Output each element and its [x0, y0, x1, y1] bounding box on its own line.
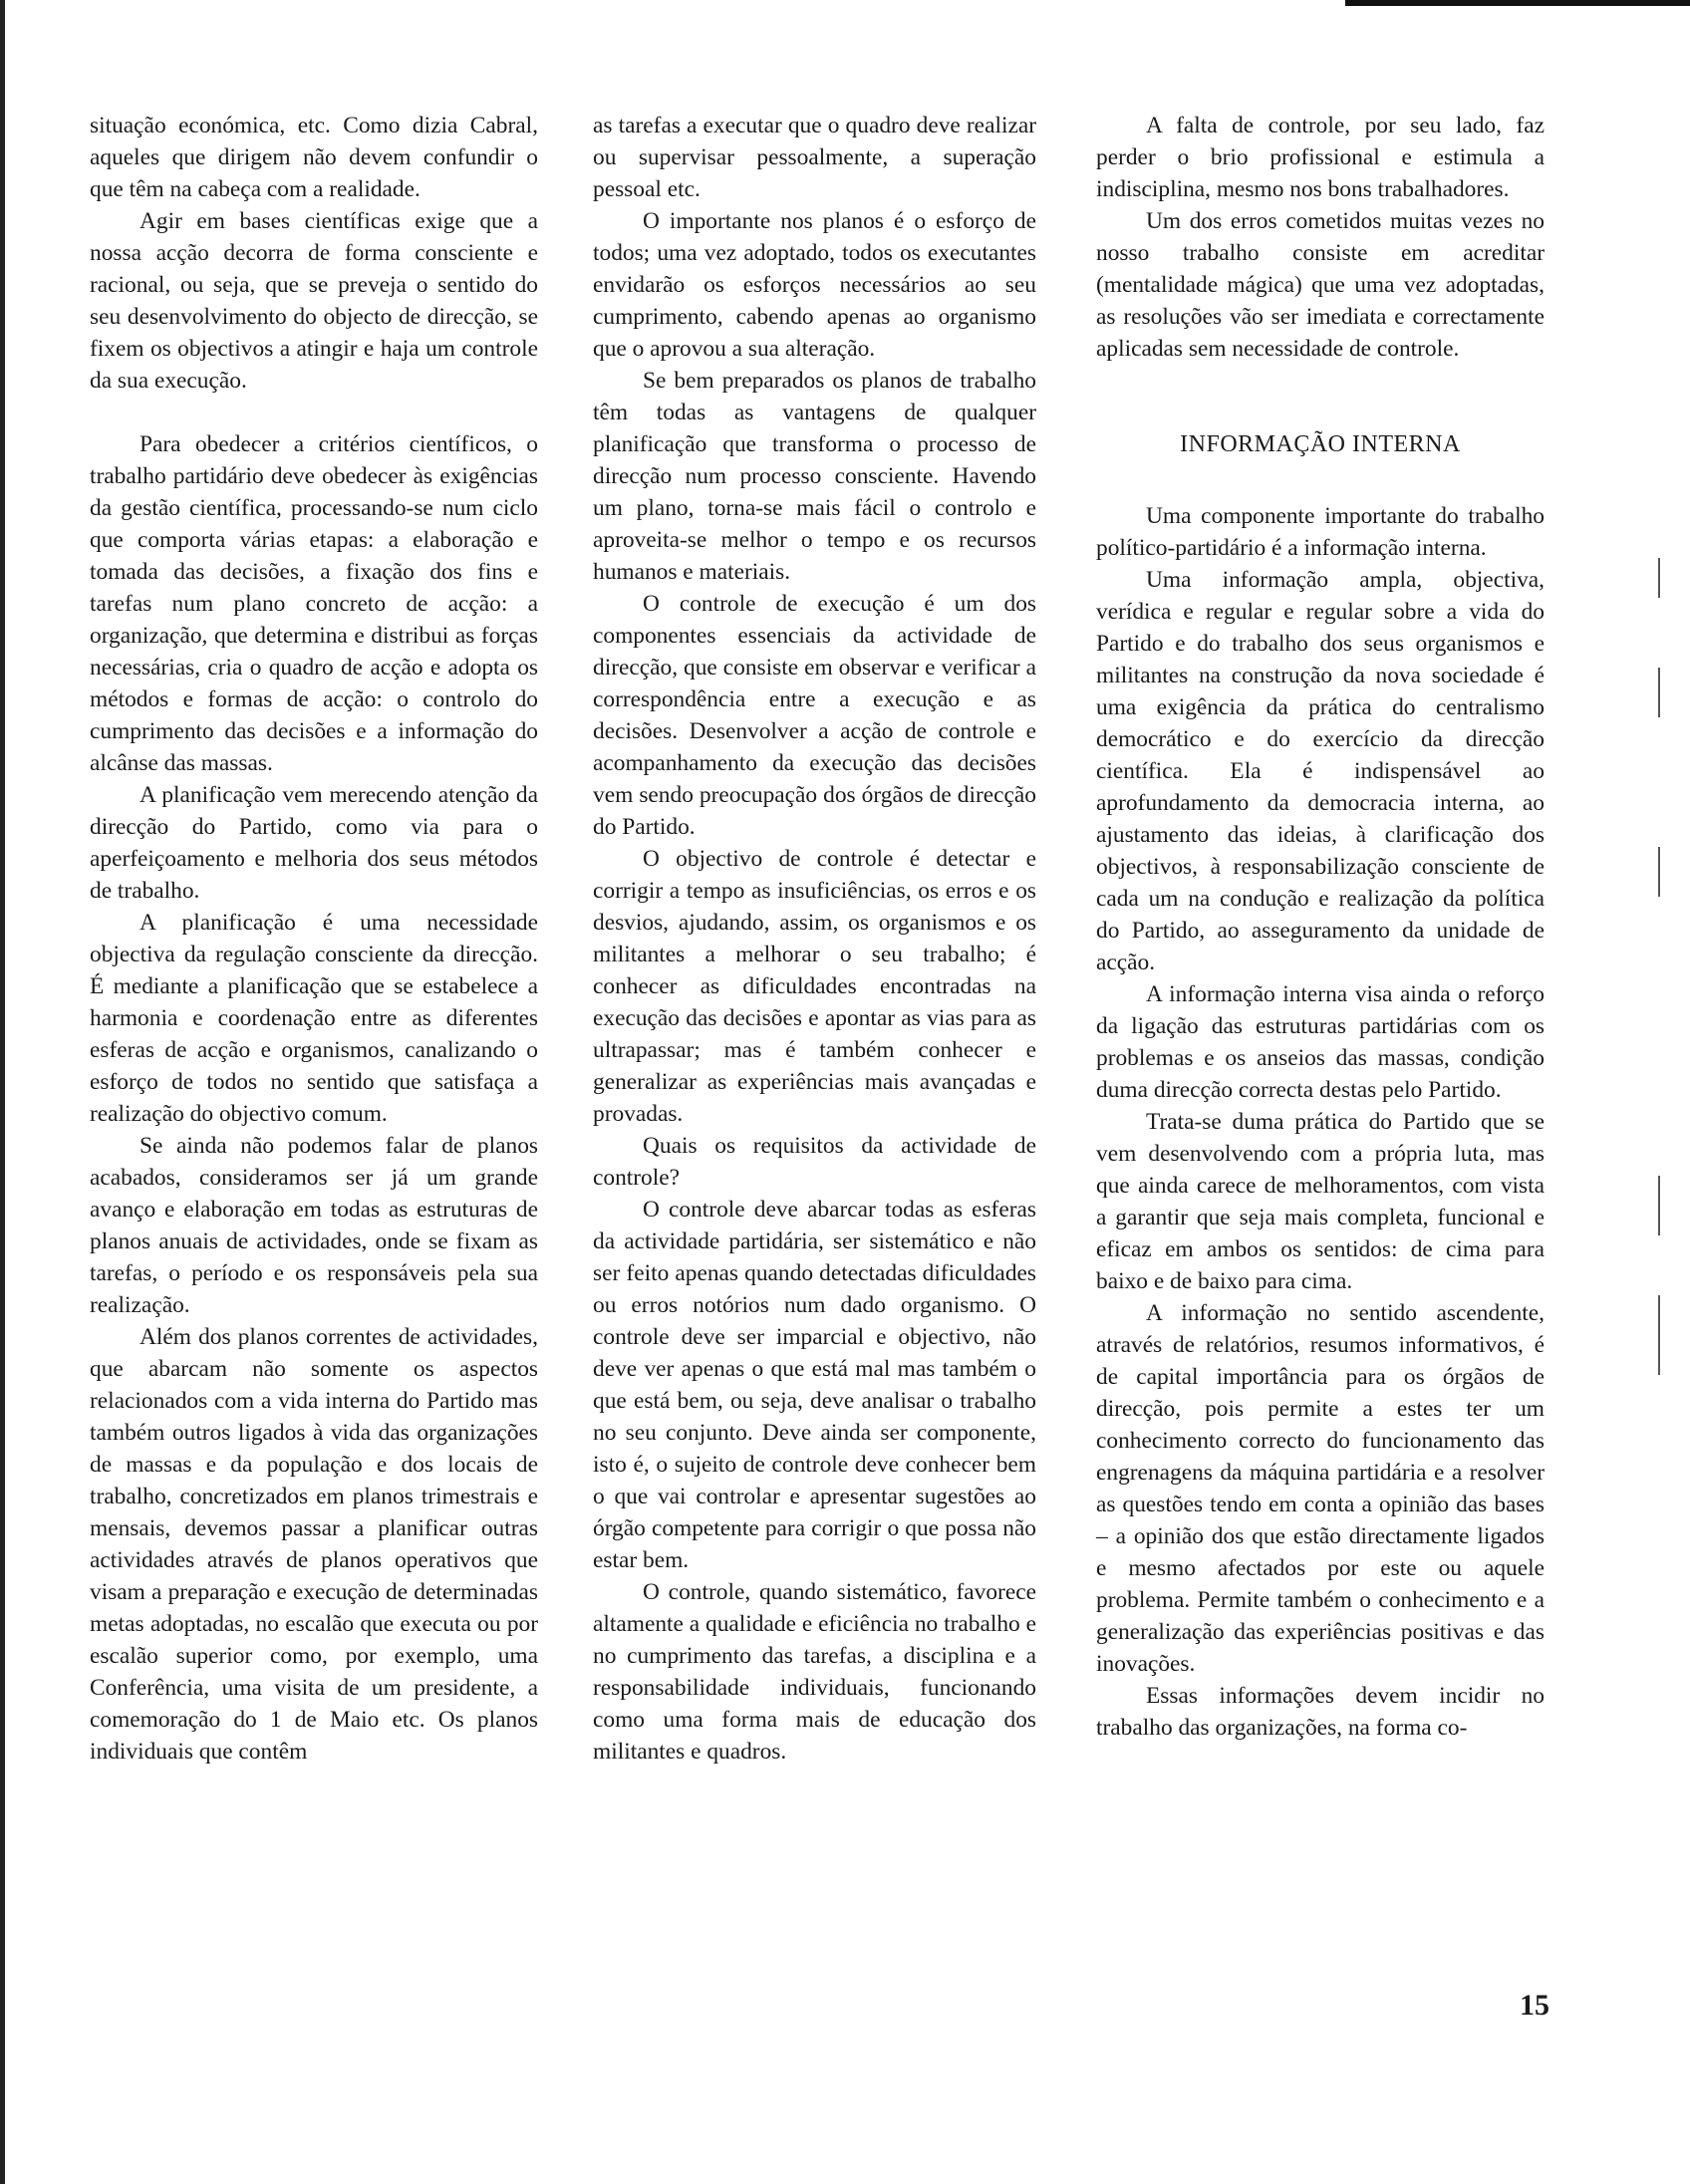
- paragraph: A planificação vem merecendo atenção da direcção do Partido, como via para o aperfeiçoamento e melhoria dos seus métodos de trabalho.: [90, 782, 538, 904]
- paragraph: Além dos planos correntes de actividades, que abarcam não somente os aspectos relacionados com a vida interna do Partido mas também outros ligados à vida das organizações de massas e da população e dos locais de trabalho, concretizados em planos trimestrais e mensais, devemos passar a planificar outras actividades através de planos operativos que visam a preparação e execução de determinadas metas adoptadas, no escalão que executa ou por escalão superior como, por exemplo, uma Conferência, uma visita de um presidente, a comemoração do 1 de Maio etc. Os planos individuais que contêm: [90, 1324, 538, 1765]
- paragraph: situação económica, etc. Como dizia Cabral, aqueles que dirigem não devem confundir o que têm na cabeça com a realidade.: [90, 113, 538, 202]
- paragraph: O controle, quando sistemático, favorece altamente a qualidade e eficiência no trabalho e no cumprimento das tarefas, a disciplina e a responsabilidade individuais, funcionando como uma forma mais de educação dos militantes e quadros.: [593, 1579, 1036, 1765]
- paragraph: A informação no sentido ascendente, através de relatórios, resumos informativos, é de capital importância para os órgãos de direcção, pois permite a estes ter um conhecimento correcto do funcionamento das engrenagens da máquina partidária e a resolver as questões tendo em conta a opinião das bases – a opinião dos que estão directamente ligados e mesmo afectados por este ou aquele problema. Permite também o conhecimento e a generalização das experiências positivas e das inovações.: [1096, 1300, 1545, 1677]
- paragraph: Se ainda não podemos falar de planos acabados, consideramos ser já um grande avanço e elaboração em todas as estruturas de planos anuais de actividades, onde se fixam as tarefas, o período e os responsáveis pela sua realização.: [90, 1133, 538, 1318]
- column-3: [1096, 110, 1545, 1744]
- scan-top-edge: [1345, 0, 1690, 6]
- paragraph: Um dos erros cometidos muitas vezes no nosso trabalho consiste em acreditar (mentalidade mágica) que uma vez adoptadas, as resoluções vão ser imediata e correctamente aplicadas sem necessidade de controle.: [1096, 208, 1545, 362]
- column-1: [90, 110, 538, 1768]
- paragraph: O importante nos planos é o esforço de todos; uma vez adoptado, todos os executantes envidarão os esforços necessários ao seu cumprimento, cabendo apenas ao organismo que o aprovou a sua alteração.: [593, 208, 1036, 362]
- paragraph: as tarefas a executar que o quadro deve realizar ou supervisar pessoalmente, a superação pessoal etc.: [593, 113, 1036, 202]
- column-2: [593, 110, 1036, 1768]
- paragraph: A falta de controle, por seu lado, faz perder o brio profissional e estimula a indisciplina, mesmo nos bons trabalhadores.: [1096, 113, 1545, 202]
- paragraph: A planificação é uma necessidade objectiva da regulação consciente da direcção. É mediante a planificação que se estabelece a harmonia e coordenação entre as diferentes esferas de acção e organismos, canalizando o esforço de todos no sentido que satisfaça a realização do objectivo comum.: [90, 910, 538, 1127]
- paragraph: Uma componente importante do trabalho político-partidário é a informação interna.: [1096, 503, 1545, 561]
- page-number: 15: [1520, 1989, 1549, 2022]
- paragraph: A informação interna visa ainda o reforço da ligação das estruturas partidárias com os problemas e os anseios das massas, condição duma direcção correcta destas pelo Partido.: [1096, 981, 1545, 1103]
- paragraph: O objectivo de controle é detectar e corrigir a tempo as insuficiências, os erros e os desvios, ajudando, assim, os organismos e os militantes a melhorar o seu trabalho; é conhecer as dificuldades encontradas na execução das decisões e apontar as vias para as ultrapassar; mas é também conhecer e generalizar as experiências mais avançadas e provadas.: [593, 846, 1036, 1127]
- paragraph: Essas informações devem incidir no trabalho das organizações, na forma co-: [1096, 1683, 1545, 1741]
- paragraph: Uma informação ampla, objectiva, verídica e regular e regular sobre a vida do Partido e do trabalho dos seus organismos e militantes na construção da nova sociedade é uma exigência da prática do centralismo democrático e do exercício da direcção científica. Ela é indispensável ao aprofundamento da democracia interna, ao ajustamento das ideias, à clarificação dos objectivos, à responsabilização consciente de cada um na condução e realização da política do Partido, ao asseguramento da unidade de acção.: [1096, 567, 1545, 975]
- paragraph: Se bem preparados os planos de trabalho têm todas as vantagens de qualquer planificação que transforma o processo de direcção num processo consciente. Havendo um plano, torna-se mais fácil o controlo e aproveita-se melhor o tempo e os recursos humanos e materiais.: [593, 368, 1036, 585]
- paragraph: O controle de execução é um dos componentes essenciais da actividade de direcção, que consiste em observar e verificar a correspondência entre a execução e as decisões. Desenvolver a acção de controle e acompanhamento da execução das decisões vem sendo preocupação dos órgãos de direcção do Partido.: [593, 591, 1036, 840]
- paragraph: Trata-se duma prática do Partido que se vem desenvolvendo com a própria luta, mas que ainda carece de melhoramentos, com vista a garantir que seja mais completa, funcional e eficaz em ambos os sentidos: de cima para baixo e de baixo para cima.: [1096, 1109, 1545, 1294]
- scan-left-edge: [0, 0, 5, 2184]
- section-heading: INFORMAÇÃO INTERNA: [1180, 431, 1461, 457]
- scan-margin-marks: [1658, 478, 1662, 1375]
- paragraph: Para obedecer a critérios científicos, o trabalho partidário deve obedecer às exigências da gestão científica, processando-se num ciclo que comporta várias etapas: a elaboração e tomada das decisões, a fixação dos fins e tarefas num plano concreto de acção: a organização, que determina e distribui as forças necessárias, cria o quadro de acção e adopta os métodos e formas de acção: o controlo do cumprimento das decisões e a informação do alcânse das massas.: [90, 431, 538, 776]
- paragraph: O controle deve abarcar todas as esferas da actividade partidária, ser sistemático e não ser feito apenas quando detectadas dificuldades ou erros notórios num dado organismo. O controle deve ser imparcial e objectivo, não deve ver apenas o que está mal mas também o que está bem, ou seja, deve analisar o trabalho no seu conjunto. Deve ainda ser componente, isto é, o sujeito de controle deve conhecer bem o que vai controlar e apresentar sugestões ao órgão competente para corrigir o que possa não estar bem.: [593, 1197, 1036, 1573]
- paragraph: Agir em bases científicas exige que a nossa acção decorra de forma consciente e racional, ou seja, que se preveja o sentido do seu desenvolvimento do objecto de direcção, se fixem os objectivos a atingir e haja um controle da sua execução.: [90, 208, 538, 394]
- paragraph: Quais os requisitos da actividade de controle?: [593, 1133, 1036, 1191]
